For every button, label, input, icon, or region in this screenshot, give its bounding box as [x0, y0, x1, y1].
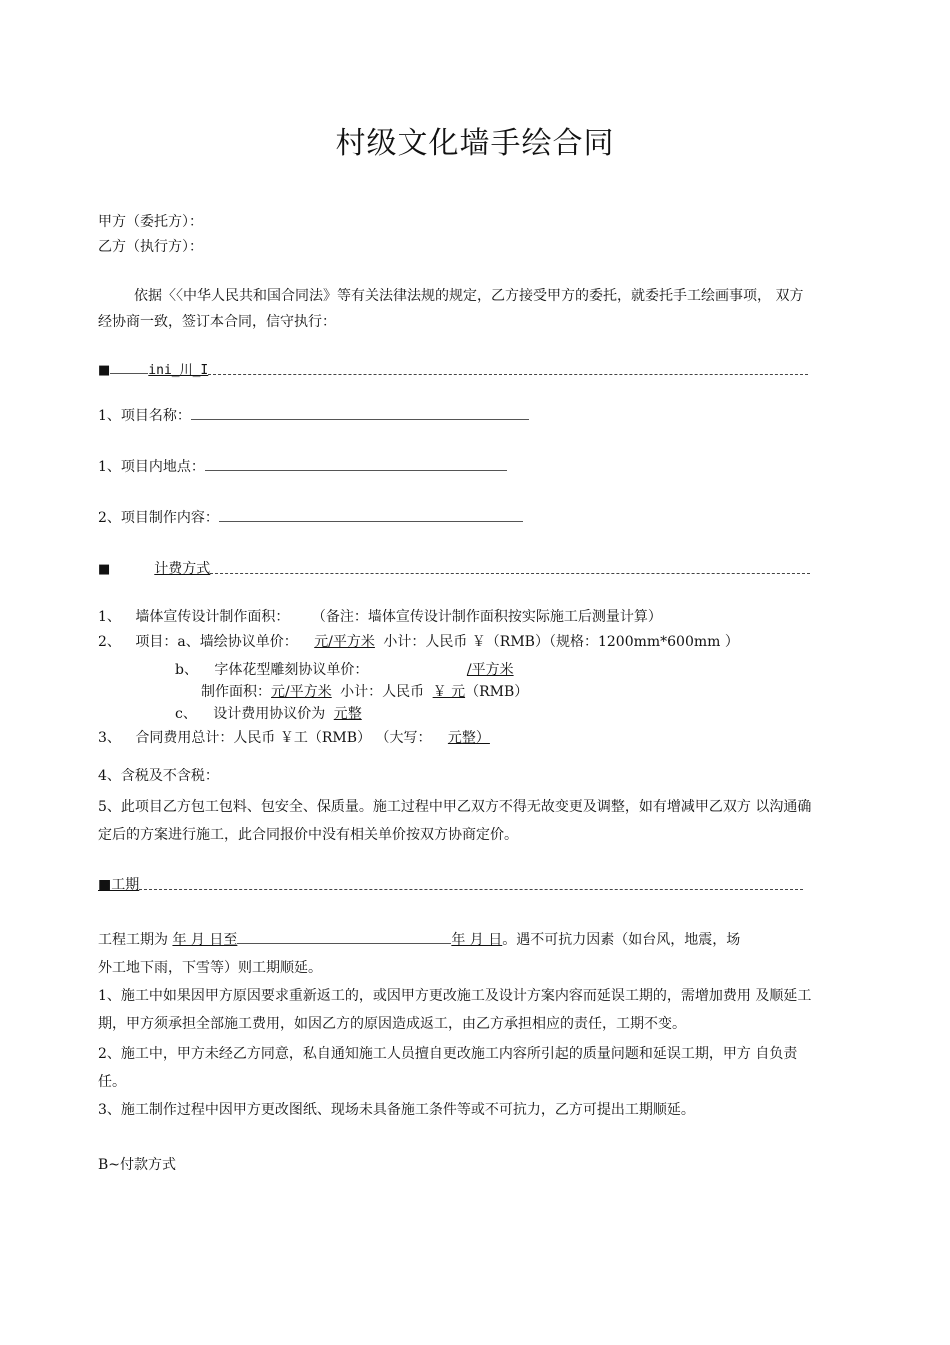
- project-content-label: 2、项目制作内容：: [98, 510, 219, 526]
- section-4-header: B~付款方式: [98, 1157, 177, 1173]
- project-location-label: 1、项目内地点：: [98, 459, 205, 475]
- section-1-rule: [208, 366, 808, 375]
- section-2-label: 计费方式: [154, 561, 211, 577]
- section-bullet-icon: ■: [98, 363, 111, 378]
- fee-c-text: 设计费用协议价为: [213, 706, 326, 722]
- fee-b2-unit[interactable]: 元/平方米: [271, 684, 332, 700]
- fee-b2-text: 制作面积：: [201, 684, 271, 700]
- project-name-label: 1、项目名称：: [98, 408, 191, 424]
- project-content-row: [98, 508, 523, 528]
- fee-b2-rmb: （RMB）: [465, 684, 529, 700]
- party-b-label: 乙方（执行方）：: [98, 239, 203, 255]
- fee-2-a: 项目：a、墙绘协议单价：: [135, 634, 298, 650]
- party-a-label: 甲方（委托方）：: [98, 214, 203, 230]
- section-2-rule: [210, 565, 810, 574]
- section-bullet-icon: ■: [98, 562, 111, 577]
- section-3-header: [98, 875, 803, 895]
- fee-b-unit[interactable]: /平方米: [466, 662, 514, 678]
- section-1-blank: [110, 361, 148, 374]
- project-location-row: [98, 457, 507, 477]
- period-end-date[interactable]: 年 月 日: [451, 932, 503, 948]
- period-pre: 工程工期为: [98, 932, 168, 948]
- fee-b-text: 字体花型雕刻协议单价：: [214, 662, 369, 678]
- fee-b2-yuan[interactable]: ￥ 元: [432, 684, 466, 700]
- fee-b-line: [175, 660, 514, 680]
- fee-b-label: b、: [175, 662, 198, 678]
- fee-2-num: 2、: [98, 634, 121, 650]
- intro-line-1: 依据〈〈中华人民共和国合同法》等有关法律法规的规定，乙方接受甲方的委托，就委托手工绘画事项， 双方: [134, 288, 804, 304]
- period-start-date[interactable]: 年 月 日至: [172, 932, 238, 948]
- fee-line-1: [98, 607, 662, 627]
- section-2-header: [98, 559, 810, 580]
- fee-1-note: （备注：墙体宣传设计制作面积按实际施工后测量计算）: [311, 609, 662, 625]
- section-1-label: ini_川_I: [148, 363, 209, 378]
- section-3-label: ■工期: [98, 877, 140, 893]
- project-content-field[interactable]: [219, 509, 523, 522]
- period-item-3: 3、施工制作过程中因甲方更改图纸、现场未具备施工条件等或不可抗力，乙方可提出工期顺延。: [98, 1102, 695, 1118]
- period-item-1b: 期，甲方须承担全部施工费用，如因乙方的原因造成返工，由乙方承担相应的责任，工期不变。: [98, 1016, 686, 1032]
- fee-line-2: [98, 632, 739, 652]
- project-location-field[interactable]: [205, 458, 507, 471]
- fee-1-text: 墙体宣传设计制作面积：: [135, 609, 290, 625]
- period-item-2b: 任。: [98, 1074, 126, 1090]
- section-3-rule: [139, 881, 803, 890]
- fee-line-3: [98, 728, 490, 748]
- fee-c-value[interactable]: 元整: [333, 706, 362, 722]
- fee-line-4: 4、含税及不含税：: [98, 768, 219, 784]
- period-item-1a: 1、施工中如果因甲方原因要求重新返工的，或因甲方更改施工及设计方案内容而延误工期的，需增加费用 及顺延工: [98, 988, 812, 1004]
- fee-2-subtotal: 小计：人民币 ￥（RMB）（规格：1200mm*600mm ）: [383, 634, 739, 650]
- fee-b2-line: [201, 682, 528, 702]
- period-item-2a: 2、施工中，甲方未经乙方同意，私自通知施工人员擅自更改施工内容所引起的质量问题和延误工期，甲方 自负责: [98, 1046, 798, 1062]
- fee-c-line: [175, 704, 362, 724]
- period-blank: [237, 931, 451, 944]
- project-name-row: [98, 406, 529, 426]
- fee-line-5b: 定后的方案进行施工，此合同报价中没有相关单价按双方协商定价。: [98, 827, 518, 843]
- fee-line-5a: 5、此项目乙方包工包料、包安全、保质量。施工过程中甲乙双方不得无故变更及调整，如有增减甲乙双方 以沟通确: [98, 799, 812, 815]
- period-line-2: 外工地下雨，下雪等）则工期顺延。: [98, 960, 322, 976]
- fee-c-label: c、: [175, 706, 197, 722]
- contract-title: 村级文化墙手绘合同: [335, 126, 615, 161]
- fee-3-value[interactable]: 元整）: [447, 730, 490, 746]
- fee-3-text: 合同费用总计：人民币 ￥工（RMB） （大写：: [135, 730, 432, 746]
- fee-1-num: 1、: [98, 609, 121, 625]
- fee-2-unit[interactable]: 元/平方米: [314, 634, 375, 650]
- project-name-field[interactable]: [191, 407, 529, 420]
- period-line-1: [98, 930, 740, 950]
- intro-line-2: 经协商一致，签订本合同，信守执行：: [98, 314, 336, 330]
- fee-3-num: 3、: [98, 730, 121, 746]
- fee-b2-subtotal: 小计：人民币: [340, 684, 425, 700]
- section-1-header: [98, 360, 808, 381]
- period-post: 。遇不可抗力因素（如台风，地震，场: [502, 932, 741, 948]
